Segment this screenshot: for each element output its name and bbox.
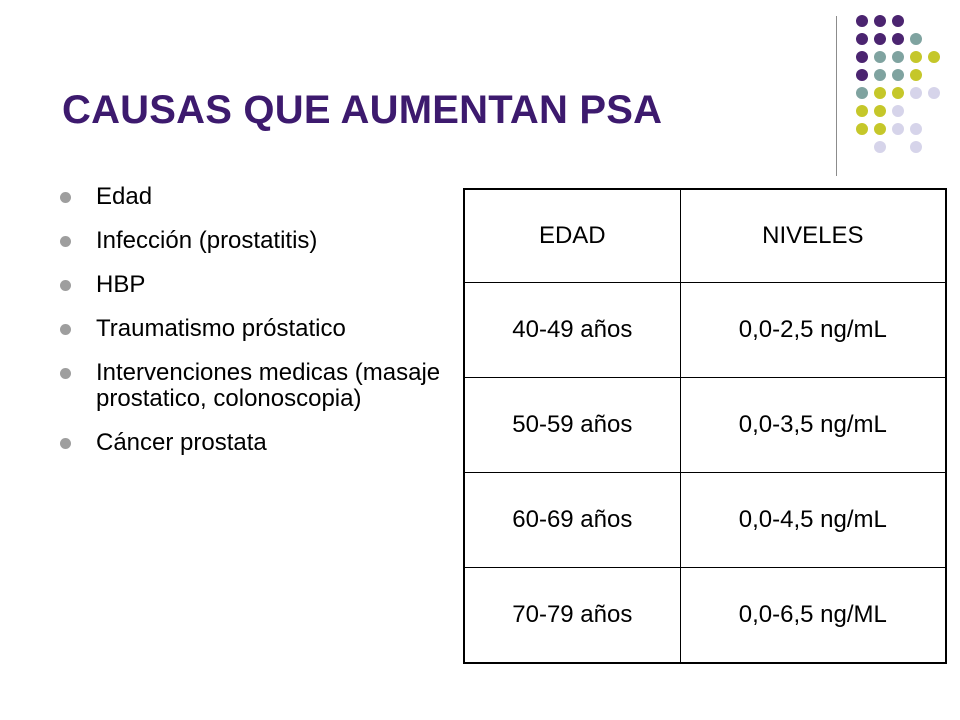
bullet-dot-icon bbox=[60, 192, 71, 203]
age-cell: 40-49 años bbox=[464, 283, 680, 378]
slide-title: CAUSAS QUE AUMENTAN PSA bbox=[62, 88, 663, 132]
list-item bbox=[60, 184, 460, 210]
grid-dot bbox=[910, 141, 922, 153]
list-item-text: Infección (prostatitis) bbox=[96, 227, 318, 254]
list-item bbox=[60, 360, 460, 412]
grid-dot bbox=[928, 87, 940, 99]
grid-dot bbox=[874, 87, 886, 99]
list-item-text: Edad bbox=[96, 183, 153, 210]
grid-dot bbox=[874, 15, 886, 27]
grid-dot bbox=[892, 123, 904, 135]
table-row bbox=[464, 378, 946, 473]
list-item-text: Traumatismo próstatico bbox=[96, 315, 346, 342]
list-item bbox=[60, 272, 460, 298]
grid-dot bbox=[892, 51, 904, 63]
grid-dot bbox=[910, 69, 922, 81]
grid-dot bbox=[856, 105, 868, 117]
psa-levels-table bbox=[463, 188, 947, 664]
grid-dot bbox=[874, 69, 886, 81]
grid-dot bbox=[874, 123, 886, 135]
list-item-text: Intervenciones medicas (masaje prostatico, colonoscopia) bbox=[96, 359, 441, 412]
table-header-row bbox=[464, 189, 946, 283]
grid-dot bbox=[892, 69, 904, 81]
level-cell: 0,0-6,5 ng/ML bbox=[680, 568, 946, 664]
bullet-dot-icon bbox=[60, 324, 71, 335]
bullet-dot-icon bbox=[60, 280, 71, 291]
list-item bbox=[60, 430, 460, 456]
grid-dot bbox=[910, 87, 922, 99]
age-cell: 50-59 años bbox=[464, 378, 680, 473]
bullet-dot-icon bbox=[60, 236, 71, 247]
age-cell: 70-79 años bbox=[464, 568, 680, 664]
column-header-levels: NIVELES bbox=[680, 189, 946, 283]
column-header-age: EDAD bbox=[464, 189, 680, 283]
grid-dot bbox=[856, 33, 868, 45]
grid-dot bbox=[874, 51, 886, 63]
grid-dot bbox=[910, 51, 922, 63]
bullet-dot-icon bbox=[60, 438, 71, 449]
bullet-dot-icon bbox=[60, 368, 71, 379]
grid-dot bbox=[910, 33, 922, 45]
list-item bbox=[60, 228, 460, 254]
grid-dot bbox=[892, 15, 904, 27]
grid-dot bbox=[856, 123, 868, 135]
table-row bbox=[464, 473, 946, 568]
grid-dot bbox=[892, 105, 904, 117]
grid-dot bbox=[856, 69, 868, 81]
level-cell: 0,0-2,5 ng/mL bbox=[680, 283, 946, 378]
vertical-divider bbox=[836, 16, 837, 176]
list-item-text: HBP bbox=[96, 271, 146, 298]
level-cell: 0,0-3,5 ng/mL bbox=[680, 378, 946, 473]
level-cell: 0,0-4,5 ng/mL bbox=[680, 473, 946, 568]
list-item bbox=[60, 316, 460, 342]
grid-dot bbox=[910, 123, 922, 135]
table-row bbox=[464, 568, 946, 664]
grid-dot bbox=[874, 33, 886, 45]
grid-dot bbox=[892, 33, 904, 45]
grid-dot bbox=[856, 87, 868, 99]
grid-dot bbox=[928, 51, 940, 63]
causes-list bbox=[60, 184, 460, 474]
age-cell: 60-69 años bbox=[464, 473, 680, 568]
grid-dot bbox=[874, 141, 886, 153]
list-item-text: Cáncer prostata bbox=[96, 429, 267, 456]
table-row bbox=[464, 283, 946, 378]
grid-dot bbox=[892, 87, 904, 99]
grid-dot bbox=[856, 15, 868, 27]
grid-dot bbox=[874, 105, 886, 117]
grid-dot bbox=[856, 51, 868, 63]
